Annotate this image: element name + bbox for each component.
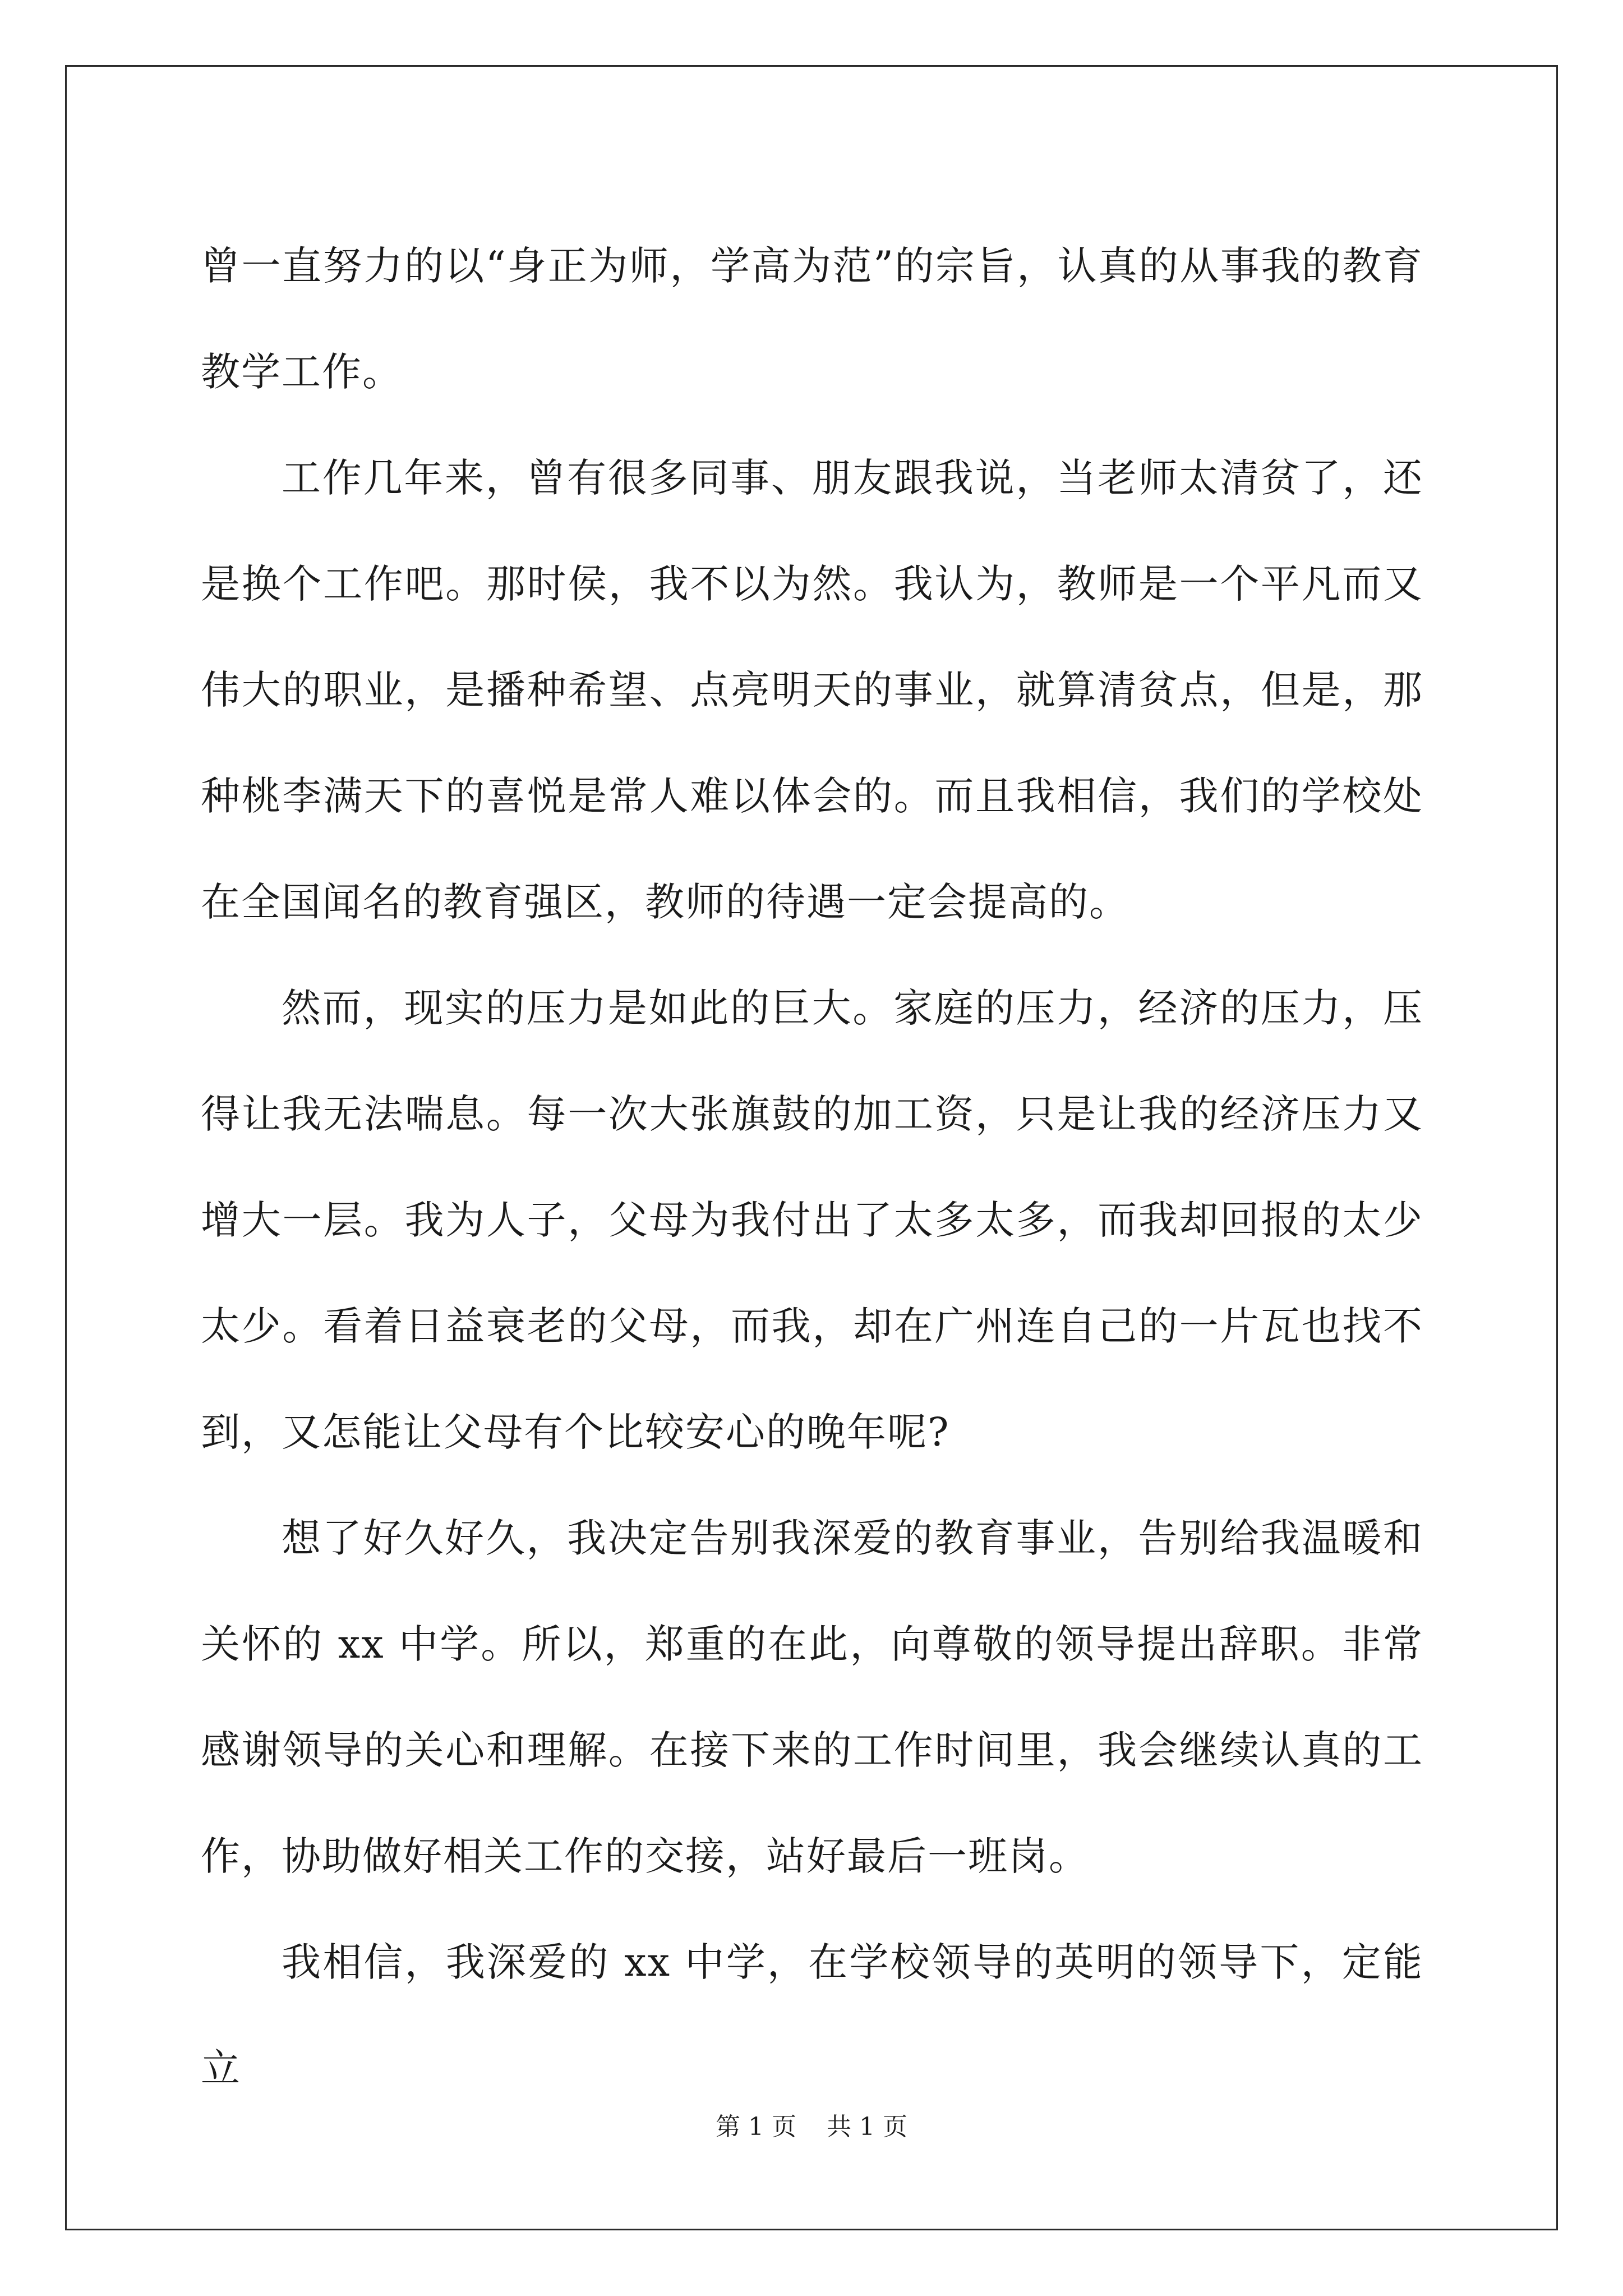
- paragraph-2: 工作几年来，曾有很多同事、朋友跟我说，当老师太清贫了，还是换个工作吧。那时侯，我不以为然。我认为，教师是一个平凡而又伟大的职业，是播种希望、点亮明天的事业，就算清贫点，但是，那种桃李满天下的喜悦是常人难以体会的。而且我相信，我们的学校处在全国闻名的教育强区，教师的待遇一定会提高的。: [201, 455, 1423, 925]
- paragraph-5: 我相信，我深爱的 xx 中学，在学校领导的英明的领导下，定能立: [201, 1939, 1423, 2091]
- page-total: 共 1 页: [827, 2113, 907, 2141]
- paragraph-1: 曾一直努力的以“身正为师，学高为范”的宗旨，认真的从事我的教育教学工作。: [201, 243, 1423, 395]
- document-body: [201, 213, 1423, 2122]
- page-number: 第 1 页: [716, 2113, 796, 2141]
- paragraph-4: 想了好久好久，我决定告别我深爱的教育事业，告别给我温暖和关怀的 xx 中学。所以，郑重的在此，向尊敬的领导提出辞职。非常感谢领导的关心和理解。在接下来的工作时间里，我会继续认真的工作，协助做好相关工作的交接，站好最后一班岗。: [201, 1515, 1423, 1879]
- page-footer: [0, 2110, 1623, 2144]
- paragraph-3: 然而，现实的压力是如此的巨大。家庭的压力，经济的压力，压得让我无法喘息。每一次大张旗鼓的加工资，只是让我的经济压力又增大一层。我为人子，父母为我付出了太多太多，而我却回报的太少太少。看着日益衰老的父母，而我，却在广州连自己的一片瓦也找不到，又怎能让父母有个比较安心的晚年呢?: [201, 985, 1423, 1455]
